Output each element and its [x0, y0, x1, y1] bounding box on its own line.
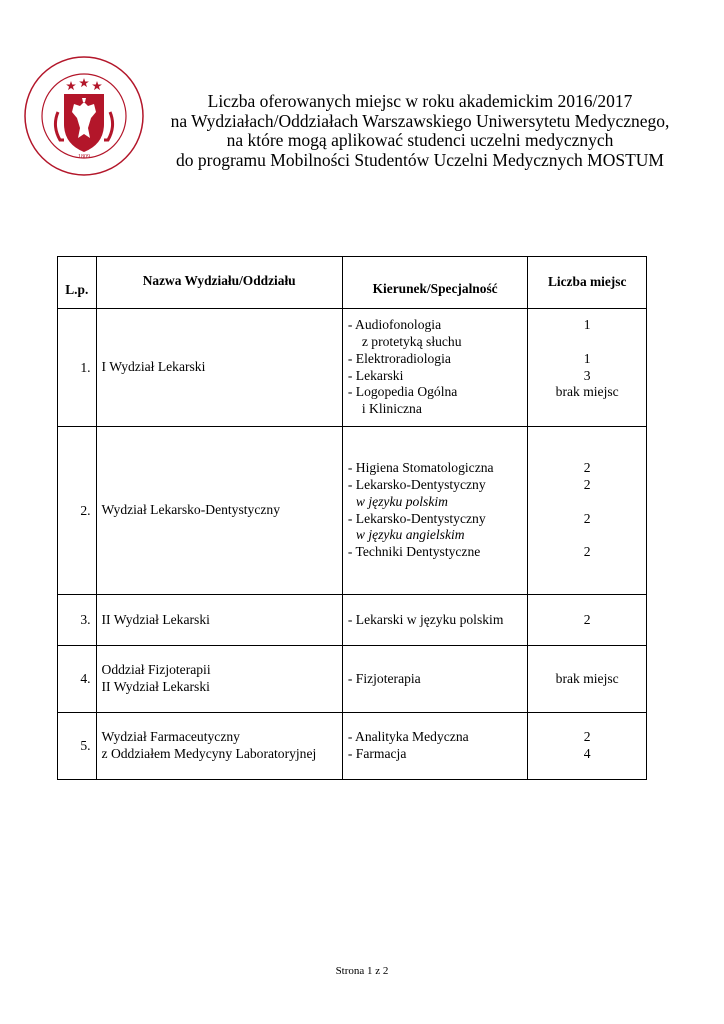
- places-table: [57, 256, 647, 780]
- field-line: - Logopedia Ogólna: [347, 384, 458, 400]
- name-line: Wydział Lekarsko-Dentystyczny: [101, 502, 280, 518]
- count-line: 2: [583, 460, 591, 476]
- count-line: brak miejsc: [555, 384, 619, 400]
- count-line: 2: [583, 476, 591, 492]
- table-row: [58, 427, 647, 595]
- row-counts: [528, 595, 647, 646]
- table-row: [58, 646, 647, 713]
- field-line: - Lekarsko-Dentystyczny: [347, 510, 486, 526]
- name-line: II Wydział Lekarski: [101, 679, 210, 694]
- field-line: - Higiena Stomatologiczna: [347, 460, 494, 476]
- name-line: z Oddziałem Medycyny Laboratoryjnej: [101, 746, 317, 761]
- field-line: w języku polskim: [355, 493, 448, 509]
- logo-year: 1809: [78, 154, 90, 160]
- count-line: 3: [583, 367, 591, 383]
- row-name: [96, 646, 342, 713]
- table-row: [58, 595, 647, 646]
- row-lp: 2.: [58, 427, 97, 595]
- table-header-row: [58, 257, 647, 309]
- title-line: do programu Mobilności Studentów Uczelni Medycznych MOSTUM: [176, 149, 664, 170]
- field-line: - Lekarski w języku polskim: [347, 611, 504, 627]
- row-counts: [528, 646, 647, 713]
- count-line: 2: [583, 729, 591, 745]
- field-line: w języku angielskim: [355, 527, 465, 543]
- header-name: Nazwa Wydziału/Oddziału: [96, 257, 342, 309]
- count-line: brak miejsc: [555, 670, 619, 686]
- row-name: [96, 427, 342, 595]
- name-line: I Wydział Lekarski: [101, 359, 206, 375]
- field-line: - Farmacja: [347, 746, 407, 761]
- row-lp: 3.: [58, 595, 97, 646]
- count-line: 1: [583, 317, 591, 333]
- count-line: [533, 494, 641, 511]
- table-row: [58, 309, 647, 427]
- row-fields: [342, 713, 528, 780]
- row-fields: [342, 646, 528, 713]
- row-name: [96, 309, 342, 427]
- field-line: - Elektroradiologia: [347, 350, 451, 366]
- count-line: [533, 334, 641, 351]
- header-lp: L.p.: [58, 257, 97, 309]
- table-row: [58, 713, 647, 780]
- row-counts: [528, 427, 647, 595]
- name-line: Oddział Fizjoterapii: [101, 662, 211, 678]
- count-line: [533, 401, 641, 418]
- field-line: - Techniki Dentystyczne: [347, 544, 481, 560]
- count-line: 2: [583, 611, 591, 627]
- title-line: na które mogą aplikować studenci uczelni medycznych: [226, 130, 614, 150]
- field-line: i Kliniczna: [361, 401, 422, 417]
- count-line: 4: [583, 746, 591, 761]
- document-title: [150, 92, 690, 170]
- row-lp: 4.: [58, 646, 97, 713]
- title-line: na Wydziałach/Oddziałach Warszawskiego Uniwersytetu Medycznego,: [170, 110, 670, 131]
- row-lp: 5.: [58, 713, 97, 780]
- row-fields: [342, 595, 528, 646]
- row-lp: 1.: [58, 309, 97, 427]
- field-line: - Audiofonologia: [347, 317, 442, 333]
- count-line: 2: [583, 544, 591, 560]
- field-line: z protetyką słuchu: [361, 333, 462, 349]
- field-line: - Lekarsko-Dentystyczny: [347, 476, 486, 492]
- university-logo: [22, 54, 146, 178]
- row-fields: [342, 309, 528, 427]
- eagle-icon: [55, 94, 112, 152]
- star-icon: [66, 78, 102, 90]
- logo-bottom-text: [22, 54, 105, 56]
- title-line: Liczba oferowanych miejsc w roku akademickim 2016/2017: [207, 91, 633, 111]
- page-number: Strona 1 z 2: [335, 965, 389, 977]
- row-name: [96, 713, 342, 780]
- name-line: Wydział Farmaceutyczny: [101, 729, 240, 745]
- count-line: 1: [583, 350, 591, 366]
- field-line: - Lekarski: [347, 367, 404, 383]
- field-line: - Fizjoterapia: [347, 670, 421, 686]
- name-line: II Wydział Lekarski: [101, 611, 210, 627]
- count-line: 2: [583, 510, 591, 526]
- row-counts: [528, 309, 647, 427]
- header-field: Kierunek/Specjalność: [342, 257, 528, 309]
- row-fields: [342, 427, 528, 595]
- count-line: [533, 527, 641, 544]
- row-name: [96, 595, 342, 646]
- header-count: Liczba miejsc: [528, 257, 647, 309]
- row-counts: [528, 713, 647, 780]
- field-line: - Analityka Medyczna: [347, 729, 469, 745]
